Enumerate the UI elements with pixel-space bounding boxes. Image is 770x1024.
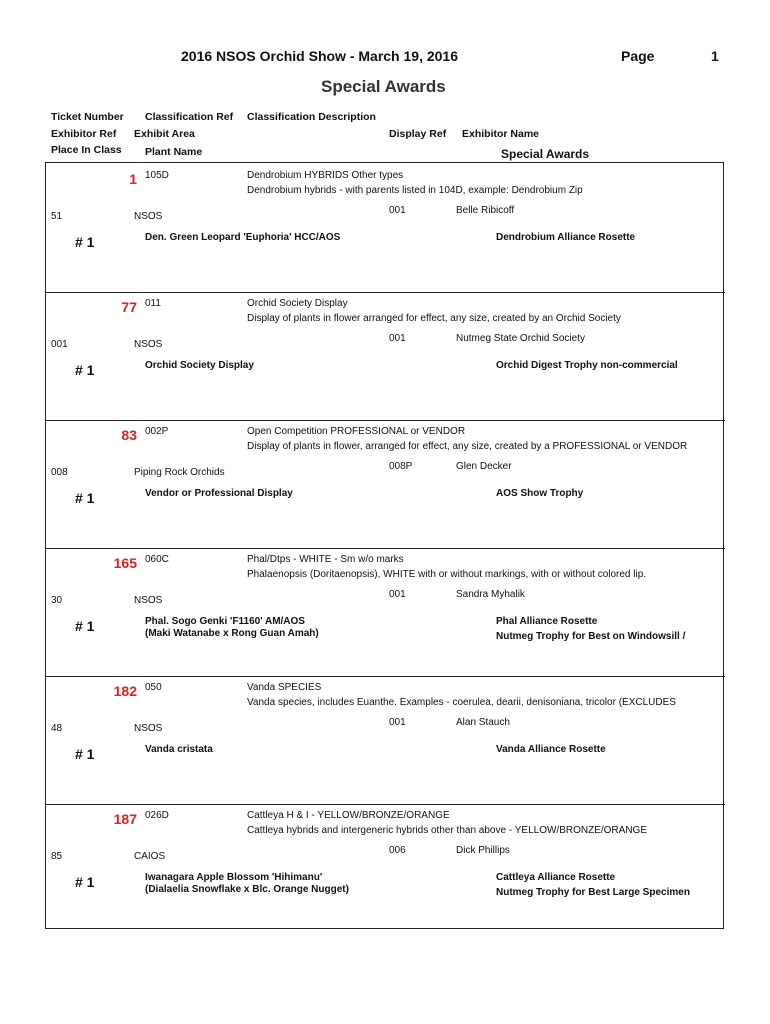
entry-row bbox=[0, 162, 770, 290]
ticket-number: 165 bbox=[113, 555, 137, 571]
classification-description: Phal/Dtps - WHITE - Sm w/o marks bbox=[247, 554, 404, 565]
place-in-class: # 1 bbox=[75, 362, 95, 378]
report-title: 2016 NSOS Orchid Show - March 19, 2016 bbox=[181, 48, 458, 64]
place-in-class: # 1 bbox=[75, 234, 95, 250]
classification-ref: 105D bbox=[145, 170, 169, 181]
exhibitor-ref: 001 bbox=[51, 339, 68, 350]
col-exhibitor-ref: Exhibitor Ref bbox=[51, 128, 117, 140]
entry-row bbox=[0, 418, 770, 546]
classification-ref: 002P bbox=[145, 426, 169, 437]
entry-row bbox=[0, 546, 770, 674]
display-ref: 008P bbox=[389, 461, 413, 472]
classification-detail: Vanda species, includes Euanthe. Examples - coerulea, dearii, denisoniana, tricolor (EXCLUDES bbox=[247, 697, 676, 708]
ticket-number: 1 bbox=[129, 171, 137, 187]
exhibit-area: NSOS bbox=[134, 211, 163, 222]
plant-name-line-2: (Dialaelia Snowflake x Blc. Orange Nugget) bbox=[145, 884, 349, 895]
report-subtitle: Special Awards bbox=[321, 77, 446, 96]
classification-ref: 060C bbox=[145, 554, 169, 565]
display-ref: 001 bbox=[389, 717, 406, 728]
col-special-awards: Special Awards bbox=[501, 147, 590, 161]
exhibitor-name: Dick Phillips bbox=[456, 845, 510, 856]
exhibitor-ref: 48 bbox=[51, 723, 63, 734]
classification-detail: Display of plants in flower arranged for effect, any size, created by an Orchid Society bbox=[247, 313, 621, 324]
classification-detail: Phalaenopsis (Doritaenopsis), WHITE with or without markings, with or without colored lip. bbox=[247, 569, 647, 580]
exhibitor-name: Glen Decker bbox=[456, 461, 512, 472]
col-classification-description: Classification Description bbox=[247, 111, 376, 123]
classification-detail: Display of plants in flower, arranged for effect, any size, created by a PROFESSIONAL or VENDOR bbox=[247, 441, 688, 452]
exhibitor-ref: 008 bbox=[51, 467, 68, 478]
display-ref: 001 bbox=[389, 589, 406, 600]
classification-ref: 050 bbox=[145, 682, 162, 693]
exhibitor-name: Sandra Myhalik bbox=[456, 589, 525, 600]
ticket-number: 187 bbox=[113, 811, 137, 827]
page-number: 1 bbox=[711, 48, 719, 64]
plant-name: Orchid Society Display bbox=[145, 360, 254, 371]
plant-name: Iwanagara Apple Blossom 'Hihimanu' bbox=[145, 872, 323, 883]
entry-row bbox=[0, 674, 770, 802]
classification-description: Vanda SPECIES bbox=[247, 682, 322, 693]
place-in-class: # 1 bbox=[75, 618, 95, 634]
page-label: Page bbox=[621, 48, 655, 64]
col-exhibitor-name: Exhibitor Name bbox=[462, 128, 540, 140]
special-award-line-2: Nutmeg Trophy for Best on Windowsill / bbox=[496, 631, 686, 642]
special-award-line-2: Nutmeg Trophy for Best Large Specimen bbox=[496, 887, 690, 898]
classification-description: Cattleya H & I - YELLOW/BRONZE/ORANGE bbox=[247, 810, 450, 821]
ticket-number: 83 bbox=[121, 427, 137, 443]
col-plant-name: Plant Name bbox=[145, 146, 203, 158]
special-award: Dendrobium Alliance Rosette bbox=[496, 232, 636, 243]
exhibit-area: Piping Rock Orchids bbox=[134, 467, 225, 478]
exhibitor-name: Belle Ribicoff bbox=[456, 205, 515, 216]
special-award: Vanda Alliance Rosette bbox=[496, 744, 606, 755]
display-ref: 001 bbox=[389, 205, 406, 216]
exhibit-area: NSOS bbox=[134, 339, 163, 350]
exhibit-area: NSOS bbox=[134, 595, 163, 606]
place-in-class: # 1 bbox=[75, 874, 95, 890]
display-ref: 001 bbox=[389, 333, 406, 344]
col-display-ref: Display Ref bbox=[389, 128, 447, 140]
exhibitor-name: Nutmeg State Orchid Society bbox=[456, 333, 585, 344]
exhibitor-ref: 51 bbox=[51, 211, 63, 222]
display-ref: 006 bbox=[389, 845, 406, 856]
classification-description: Dendrobium HYBRIDS Other types bbox=[247, 170, 404, 181]
place-in-class: # 1 bbox=[75, 746, 95, 762]
classification-detail: Cattleya hybrids and intergeneric hybrids other than above - YELLOW/BRONZE/ORANGE bbox=[247, 825, 647, 836]
exhibitor-ref: 30 bbox=[51, 595, 63, 606]
exhibit-area: NSOS bbox=[134, 723, 163, 734]
classification-ref: 011 bbox=[145, 298, 161, 309]
special-award: Phal Alliance Rosette bbox=[496, 616, 598, 627]
entry-row bbox=[0, 802, 770, 930]
plant-name-line-2: (Maki Watanabe x Rong Guan Amah) bbox=[145, 628, 319, 639]
special-award: AOS Show Trophy bbox=[496, 488, 584, 499]
exhibitor-name: Alan Stauch bbox=[456, 717, 510, 728]
plant-name: Phal. Sogo Genki 'F1160' AM/AOS bbox=[145, 616, 305, 627]
special-award: Cattleya Alliance Rosette bbox=[496, 872, 616, 883]
col-place-in-class: Place In Class bbox=[51, 144, 122, 156]
plant-name: Vendor or Professional Display bbox=[145, 488, 293, 499]
ticket-number: 77 bbox=[121, 299, 137, 315]
exhibitor-ref: 85 bbox=[51, 851, 63, 862]
col-classification-ref: Classification Ref bbox=[145, 111, 234, 123]
plant-name: Vanda cristata bbox=[145, 744, 213, 755]
exhibit-area: CAIOS bbox=[134, 851, 166, 862]
entry-row bbox=[0, 290, 770, 418]
special-award: Orchid Digest Trophy non-commercial bbox=[496, 360, 678, 371]
classification-ref: 026D bbox=[145, 810, 169, 821]
ticket-number: 182 bbox=[113, 683, 137, 699]
col-exhibit-area: Exhibit Area bbox=[134, 128, 195, 140]
plant-name: Den. Green Leopard 'Euphoria' HCC/AOS bbox=[145, 232, 341, 243]
classification-description: Open Competition PROFESSIONAL or VENDOR bbox=[247, 426, 466, 437]
col-ticket-number: Ticket Number bbox=[51, 111, 124, 123]
classification-description: Orchid Society Display bbox=[247, 298, 348, 309]
place-in-class: # 1 bbox=[75, 490, 95, 506]
classification-detail: Dendrobium hybrids - with parents listed in 104D, example: Dendrobium Zip bbox=[247, 185, 583, 196]
